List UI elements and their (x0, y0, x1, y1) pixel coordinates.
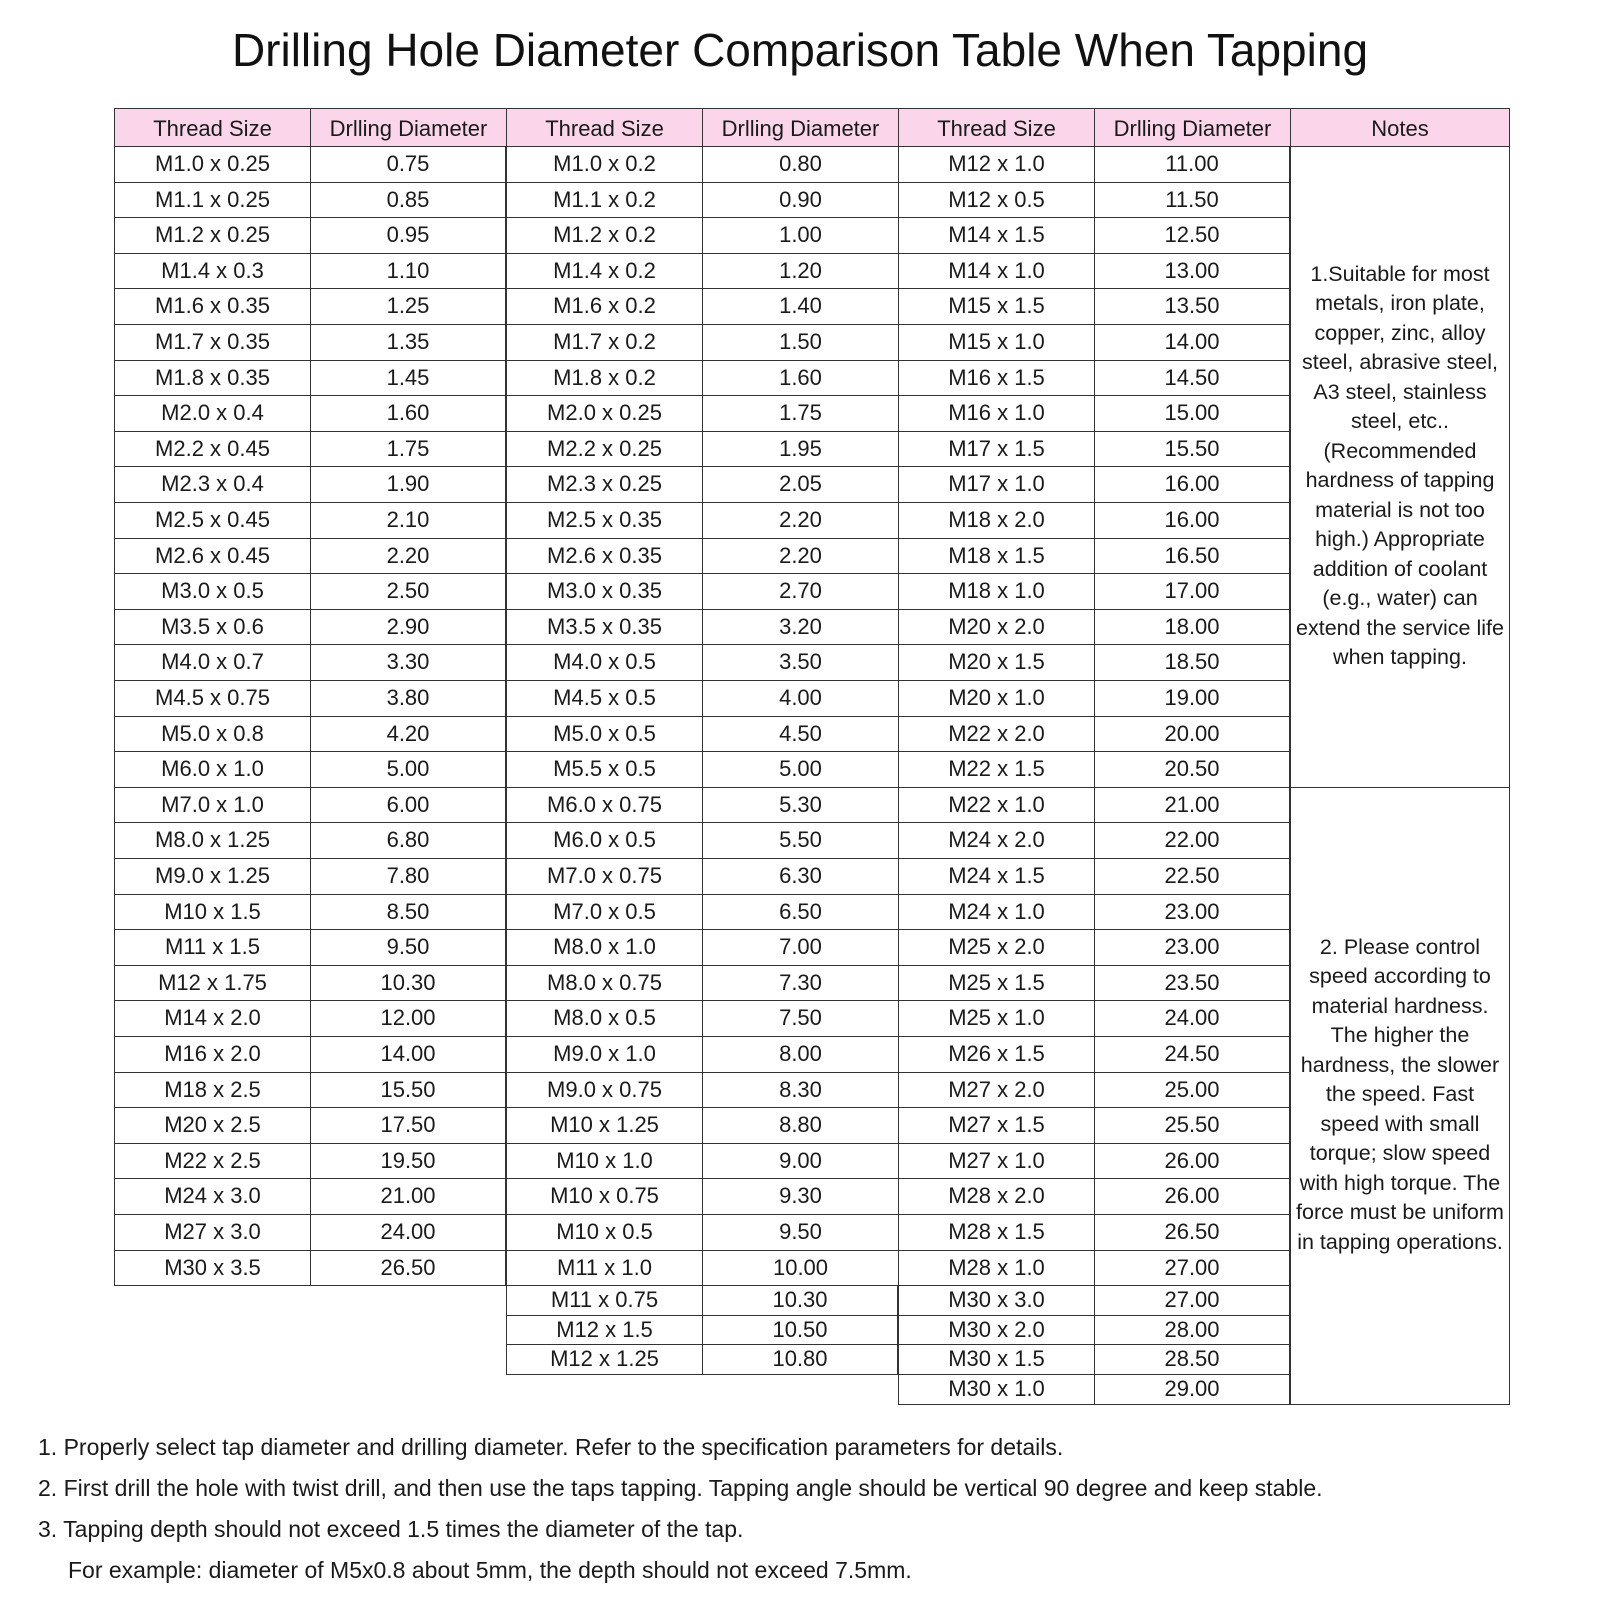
drill-diameter-cell: 20.00 (1094, 716, 1290, 753)
drill-diameter-cell: 1.45 (310, 360, 506, 397)
thread-size-cell: M11 x 0.75 (506, 1285, 702, 1316)
drill-diameter-cell: 4.50 (702, 716, 898, 753)
drill-diameter-cell: 2.50 (310, 573, 506, 610)
drill-diameter-cell: 17.50 (310, 1107, 506, 1144)
drill-diameter-cell: 9.50 (702, 1214, 898, 1251)
thread-size-cell: M20 x 2.0 (898, 609, 1094, 646)
drill-diameter-cell: 23.50 (1094, 965, 1290, 1002)
thread-size-cell: M14 x 1.5 (898, 217, 1094, 254)
thread-size-cell: M28 x 2.0 (898, 1178, 1094, 1215)
thread-size-cell: M10 x 0.75 (506, 1178, 702, 1215)
thread-size-cell: M1.6 x 0.2 (506, 288, 702, 325)
thread-size-cell: M6.0 x 0.75 (506, 787, 702, 824)
thread-size-cell: M5.0 x 0.8 (114, 716, 310, 753)
drill-diameter-cell: 23.00 (1094, 894, 1290, 931)
drill-diameter-cell: 10.80 (702, 1344, 898, 1375)
header-cell: Drlling Diameter (702, 108, 898, 147)
thread-size-cell: M24 x 1.0 (898, 894, 1094, 931)
thread-size-cell: M14 x 2.0 (114, 1000, 310, 1037)
drill-diameter-cell: 10.00 (702, 1250, 898, 1287)
thread-size-cell: M18 x 2.5 (114, 1072, 310, 1109)
drill-diameter-cell: 11.50 (1094, 182, 1290, 219)
thread-size-cell: M30 x 3.0 (898, 1285, 1094, 1316)
drill-diameter-cell: 6.50 (702, 894, 898, 931)
drill-diameter-cell: 3.80 (310, 680, 506, 717)
drill-diameter-cell: 23.00 (1094, 929, 1290, 966)
thread-size-cell: M1.4 x 0.2 (506, 253, 702, 290)
drill-diameter-cell: 20.50 (1094, 751, 1290, 788)
thread-size-cell: M1.2 x 0.2 (506, 217, 702, 254)
drill-diameter-cell: 4.20 (310, 716, 506, 753)
drill-diameter-cell: 7.30 (702, 965, 898, 1002)
thread-size-cell: M1.1 x 0.25 (114, 182, 310, 219)
thread-size-cell: M1.8 x 0.35 (114, 360, 310, 397)
drill-diameter-cell: 14.00 (1094, 324, 1290, 361)
thread-size-cell: M12 x 1.5 (506, 1315, 702, 1346)
instructions (38, 1435, 1323, 1599)
thread-size-cell: M15 x 1.0 (898, 324, 1094, 361)
drill-diameter-cell: 0.75 (310, 146, 506, 183)
drill-diameter-cell: 16.50 (1094, 538, 1290, 575)
drill-diameter-cell: 8.00 (702, 1036, 898, 1073)
drill-diameter-cell: 1.75 (702, 395, 898, 432)
drill-diameter-cell: 5.50 (702, 822, 898, 859)
thread-size-cell: M3.0 x 0.35 (506, 573, 702, 610)
header-cell: Thread Size (898, 108, 1094, 147)
drill-diameter-cell: 28.00 (1094, 1315, 1290, 1346)
drill-diameter-cell: 1.60 (702, 360, 898, 397)
thread-size-cell: M9.0 x 1.25 (114, 858, 310, 895)
drill-diameter-cell: 18.00 (1094, 609, 1290, 646)
drill-diameter-cell: 1.00 (702, 217, 898, 254)
drill-diameter-cell: 7.80 (310, 858, 506, 895)
thread-size-cell: M22 x 1.5 (898, 751, 1094, 788)
drill-diameter-cell: 4.00 (702, 680, 898, 717)
thread-size-cell: M27 x 2.0 (898, 1072, 1094, 1109)
drill-diameter-cell: 1.60 (310, 395, 506, 432)
thread-size-cell: M1.2 x 0.25 (114, 217, 310, 254)
drill-diameter-cell: 11.00 (1094, 146, 1290, 183)
drill-diameter-cell: 6.30 (702, 858, 898, 895)
drill-diameter-cell: 18.50 (1094, 644, 1290, 681)
thread-size-cell: M30 x 3.5 (114, 1250, 310, 1287)
drill-diameter-cell: 9.30 (702, 1178, 898, 1215)
thread-size-cell: M25 x 2.0 (898, 929, 1094, 966)
thread-size-cell: M25 x 1.0 (898, 1000, 1094, 1037)
thread-size-cell: M16 x 1.0 (898, 395, 1094, 432)
drill-diameter-cell: 9.50 (310, 929, 506, 966)
drill-diameter-cell: 3.30 (310, 644, 506, 681)
thread-size-cell: M2.0 x 0.25 (506, 395, 702, 432)
thread-size-cell: M6.0 x 0.5 (506, 822, 702, 859)
thread-size-cell: M2.2 x 0.45 (114, 431, 310, 468)
thread-size-cell: M1.1 x 0.2 (506, 182, 702, 219)
drill-diameter-cell: 27.00 (1094, 1250, 1290, 1287)
drill-diameter-cell: 22.50 (1094, 858, 1290, 895)
thread-size-cell: M18 x 2.0 (898, 502, 1094, 539)
drill-diameter-cell: 2.10 (310, 502, 506, 539)
thread-size-cell: M27 x 3.0 (114, 1214, 310, 1251)
thread-size-cell: M12 x 1.0 (898, 146, 1094, 183)
drill-diameter-cell: 8.30 (702, 1072, 898, 1109)
thread-size-cell: M2.6 x 0.35 (506, 538, 702, 575)
drill-diameter-cell: 26.00 (1094, 1178, 1290, 1215)
thread-size-cell: M7.0 x 0.75 (506, 858, 702, 895)
thread-size-cell: M3.0 x 0.5 (114, 573, 310, 610)
thread-size-cell: M28 x 1.0 (898, 1250, 1094, 1287)
drill-diameter-cell: 0.95 (310, 217, 506, 254)
drill-diameter-cell: 0.85 (310, 182, 506, 219)
drill-diameter-cell: 1.20 (702, 253, 898, 290)
thread-size-cell: M1.7 x 0.35 (114, 324, 310, 361)
drill-diameter-cell: 26.50 (1094, 1214, 1290, 1251)
header-cell: Notes (1290, 108, 1510, 147)
thread-size-cell: M22 x 2.0 (898, 716, 1094, 753)
header-cell: Thread Size (506, 108, 702, 147)
drill-diameter-cell: 0.90 (702, 182, 898, 219)
thread-size-cell: M16 x 2.0 (114, 1036, 310, 1073)
thread-size-cell: M12 x 1.75 (114, 965, 310, 1002)
drill-diameter-cell: 2.70 (702, 573, 898, 610)
drill-diameter-cell: 1.35 (310, 324, 506, 361)
drill-diameter-cell: 2.20 (310, 538, 506, 575)
header-cell: Thread Size (114, 108, 310, 147)
thread-size-cell: M8.0 x 1.0 (506, 929, 702, 966)
instruction-3: 3. Tapping depth should not exceed 1.5 times the diameter of the tap. (38, 1516, 744, 1542)
drill-diameter-cell: 8.50 (310, 894, 506, 931)
thread-size-cell: M4.0 x 0.5 (506, 644, 702, 681)
drill-diameter-cell: 1.25 (310, 288, 506, 325)
thread-size-cell: M10 x 1.5 (114, 894, 310, 931)
thread-size-cell: M14 x 1.0 (898, 253, 1094, 290)
thread-size-cell: M1.4 x 0.3 (114, 253, 310, 290)
drill-diameter-cell: 6.00 (310, 787, 506, 824)
drill-diameter-cell: 3.50 (702, 644, 898, 681)
thread-size-cell: M5.0 x 0.5 (506, 716, 702, 753)
thread-size-cell: M1.0 x 0.25 (114, 146, 310, 183)
thread-size-cell: M12 x 0.5 (898, 182, 1094, 219)
thread-size-cell: M4.5 x 0.75 (114, 680, 310, 717)
thread-size-cell: M18 x 1.5 (898, 538, 1094, 575)
thread-size-cell: M2.3 x 0.25 (506, 466, 702, 503)
drill-diameter-cell: 17.00 (1094, 573, 1290, 610)
thread-size-cell: M11 x 1.0 (506, 1250, 702, 1287)
thread-size-cell: M2.2 x 0.25 (506, 431, 702, 468)
thread-size-cell: M24 x 1.5 (898, 858, 1094, 895)
note-text: 1.Suitable for most metals, iron plate, copper, zinc, alloy steel, abrasive steel, A3 steel, stainless steel, etc..(Recommended hardness of tapping material is not too high.) Appropriate addition of coolant (e.g., water) can extend the service life when tapping. (1296, 261, 1504, 670)
thread-size-cell: M2.0 x 0.4 (114, 395, 310, 432)
thread-size-cell: M7.0 x 0.5 (506, 894, 702, 931)
thread-size-cell: M4.5 x 0.5 (506, 680, 702, 717)
note-text: 2. Please control speed according to material hardness. The higher the hardness, the slower the speed. Fast speed with small torque; slow speed with high torque. The force must be uniform in tapping operations. (1296, 934, 1504, 1254)
drill-diameter-cell: 10.30 (702, 1285, 898, 1316)
thread-size-cell: M30 x 1.5 (898, 1344, 1094, 1375)
drill-diameter-cell: 1.95 (702, 431, 898, 468)
drill-diameter-cell: 2.05 (702, 466, 898, 503)
drill-diameter-cell: 10.30 (310, 965, 506, 1002)
thread-size-cell: M12 x 1.25 (506, 1344, 702, 1375)
drill-diameter-cell: 29.00 (1094, 1374, 1290, 1405)
drill-diameter-cell: 1.75 (310, 431, 506, 468)
thread-size-cell: M3.5 x 0.35 (506, 609, 702, 646)
drill-diameter-cell: 28.50 (1094, 1344, 1290, 1375)
drill-diameter-cell: 1.90 (310, 466, 506, 503)
thread-size-cell: M20 x 2.5 (114, 1107, 310, 1144)
instruction-example: For example: diameter of M5x0.8 about 5mm, the depth should not exceed 7.5mm. (68, 1557, 912, 1583)
thread-size-cell: M24 x 3.0 (114, 1178, 310, 1215)
drill-diameter-cell: 21.00 (310, 1178, 506, 1215)
thread-size-cell: M9.0 x 0.75 (506, 1072, 702, 1109)
drill-diameter-cell: 13.50 (1094, 288, 1290, 325)
drill-diameter-cell: 3.20 (702, 609, 898, 646)
drill-diameter-cell: 24.00 (1094, 1000, 1290, 1037)
drill-diameter-cell: 15.50 (1094, 431, 1290, 468)
thread-size-cell: M8.0 x 1.25 (114, 822, 310, 859)
thread-size-cell: M25 x 1.5 (898, 965, 1094, 1002)
instruction-2: 2. First drill the hole with twist drill, and then use the taps tapping. Tapping angle should be vertical 90 degree and keep stable. (38, 1475, 1323, 1501)
drill-diameter-cell: 1.10 (310, 253, 506, 290)
drill-diameter-cell: 12.50 (1094, 217, 1290, 254)
thread-size-cell: M30 x 2.0 (898, 1315, 1094, 1346)
drill-diameter-cell: 27.00 (1094, 1285, 1290, 1316)
drill-diameter-cell: 15.00 (1094, 395, 1290, 432)
drill-diameter-cell: 24.50 (1094, 1036, 1290, 1073)
drill-diameter-cell: 25.00 (1094, 1072, 1290, 1109)
thread-size-cell: M17 x 1.5 (898, 431, 1094, 468)
note-cell-2 (1290, 787, 1510, 1405)
thread-size-cell: M10 x 1.0 (506, 1143, 702, 1180)
thread-size-cell: M17 x 1.0 (898, 466, 1094, 503)
drill-diameter-cell: 26.50 (310, 1250, 506, 1287)
thread-size-cell: M2.5 x 0.45 (114, 502, 310, 539)
thread-size-cell: M10 x 0.5 (506, 1214, 702, 1251)
drill-diameter-cell: 15.50 (310, 1072, 506, 1109)
thread-size-cell: M24 x 2.0 (898, 822, 1094, 859)
thread-size-cell: M27 x 1.5 (898, 1107, 1094, 1144)
note-cell-1 (1290, 146, 1510, 788)
drill-diameter-cell: 5.00 (702, 751, 898, 788)
drill-diameter-cell: 13.00 (1094, 253, 1290, 290)
drill-diameter-cell: 1.40 (702, 288, 898, 325)
drill-diameter-cell: 2.20 (702, 502, 898, 539)
instruction-1: 1. Properly select tap diameter and drilling diameter. Refer to the specification parameters for details. (38, 1434, 1064, 1460)
thread-size-cell: M4.0 x 0.7 (114, 644, 310, 681)
drill-diameter-cell: 22.00 (1094, 822, 1290, 859)
thread-size-cell: M11 x 1.5 (114, 929, 310, 966)
page-title: Drilling Hole Diameter Comparison Table When Tapping (231, 24, 1369, 76)
drill-diameter-cell: 21.00 (1094, 787, 1290, 824)
thread-size-cell: M2.5 x 0.35 (506, 502, 702, 539)
drill-diameter-cell: 12.00 (310, 1000, 506, 1037)
thread-size-cell: M8.0 x 0.5 (506, 1000, 702, 1037)
drill-diameter-cell: 2.90 (310, 609, 506, 646)
drill-diameter-cell: 26.00 (1094, 1143, 1290, 1180)
drill-diameter-cell: 9.00 (702, 1143, 898, 1180)
drill-diameter-cell: 5.30 (702, 787, 898, 824)
thread-size-cell: M9.0 x 1.0 (506, 1036, 702, 1073)
drill-diameter-cell: 2.20 (702, 538, 898, 575)
thread-size-cell: M28 x 1.5 (898, 1214, 1094, 1251)
drill-diameter-cell: 6.80 (310, 822, 506, 859)
thread-size-cell: M7.0 x 1.0 (114, 787, 310, 824)
drill-diameter-cell: 0.80 (702, 146, 898, 183)
thread-size-cell: M26 x 1.5 (898, 1036, 1094, 1073)
drill-diameter-cell: 8.80 (702, 1107, 898, 1144)
thread-size-cell: M1.6 x 0.35 (114, 288, 310, 325)
drill-diameter-cell: 10.50 (702, 1315, 898, 1346)
thread-size-cell: M2.6 x 0.45 (114, 538, 310, 575)
drill-diameter-cell: 14.50 (1094, 360, 1290, 397)
thread-size-cell: M10 x 1.25 (506, 1107, 702, 1144)
header-cell: Drlling Diameter (1094, 108, 1290, 147)
drill-diameter-cell: 5.00 (310, 751, 506, 788)
thread-size-cell: M3.5 x 0.6 (114, 609, 310, 646)
thread-size-cell: M5.5 x 0.5 (506, 751, 702, 788)
drill-diameter-cell: 24.00 (310, 1214, 506, 1251)
drill-diameter-cell: 19.50 (310, 1143, 506, 1180)
drill-diameter-cell: 16.00 (1094, 466, 1290, 503)
thread-size-cell: M1.8 x 0.2 (506, 360, 702, 397)
drill-diameter-cell: 19.00 (1094, 680, 1290, 717)
thread-size-cell: M22 x 1.0 (898, 787, 1094, 824)
thread-size-cell: M27 x 1.0 (898, 1143, 1094, 1180)
thread-size-cell: M8.0 x 0.75 (506, 965, 702, 1002)
thread-size-cell: M22 x 2.5 (114, 1143, 310, 1180)
drill-diameter-cell: 1.50 (702, 324, 898, 361)
drill-diameter-cell: 7.00 (702, 929, 898, 966)
drill-diameter-cell: 25.50 (1094, 1107, 1290, 1144)
thread-size-cell: M30 x 1.0 (898, 1374, 1094, 1405)
thread-size-cell: M15 x 1.5 (898, 288, 1094, 325)
drill-diameter-cell: 14.00 (310, 1036, 506, 1073)
thread-size-cell: M18 x 1.0 (898, 573, 1094, 610)
drill-diameter-cell: 7.50 (702, 1000, 898, 1037)
thread-size-cell: M1.7 x 0.2 (506, 324, 702, 361)
header-cell: Drlling Diameter (310, 108, 506, 147)
drill-diameter-cell: 16.00 (1094, 502, 1290, 539)
thread-size-cell: M2.3 x 0.4 (114, 466, 310, 503)
thread-size-cell: M20 x 1.0 (898, 680, 1094, 717)
thread-size-cell: M1.0 x 0.2 (506, 146, 702, 183)
thread-size-cell: M16 x 1.5 (898, 360, 1094, 397)
thread-size-cell: M20 x 1.5 (898, 644, 1094, 681)
thread-size-cell: M6.0 x 1.0 (114, 751, 310, 788)
